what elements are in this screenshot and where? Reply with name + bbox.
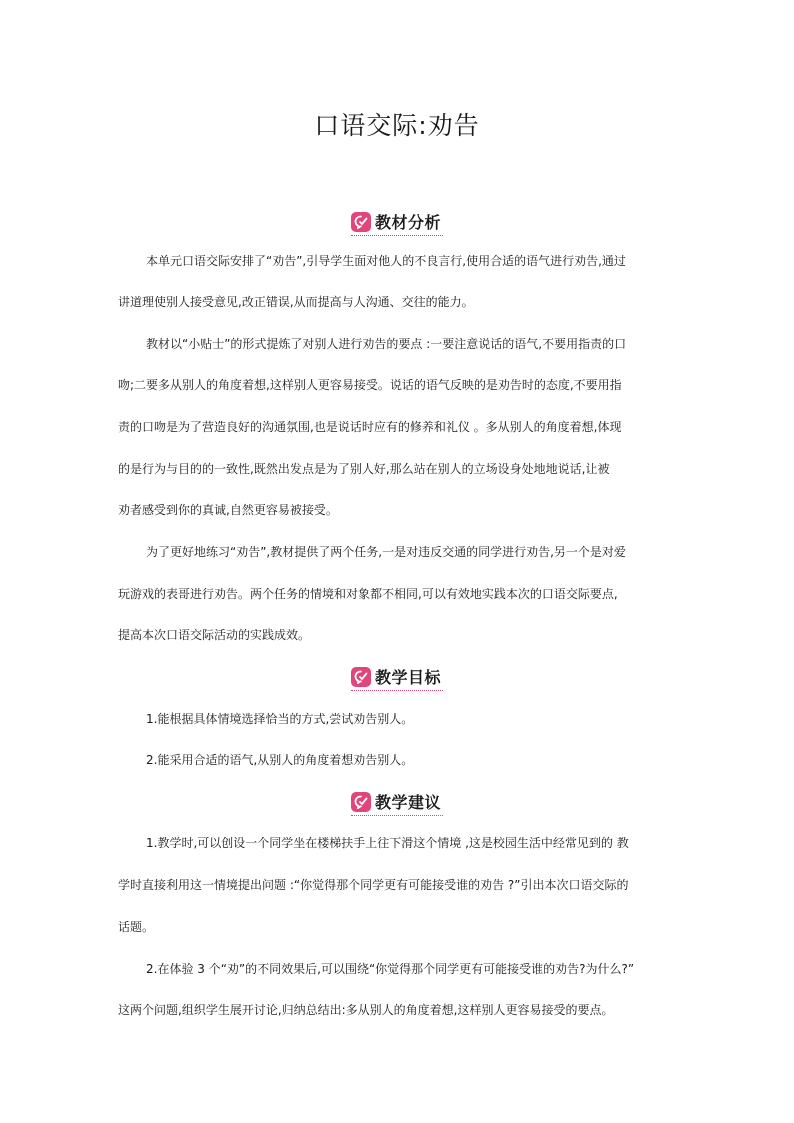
speech-bubble-check-icon xyxy=(351,667,371,687)
section-heading-text: 教学目标 xyxy=(374,668,441,687)
text-line: 玩游戏的表哥进行劝告。两个任务的情境和对象都不相同,可以有效地实践本次的口语交际要点, xyxy=(118,587,618,601)
page-title: 口语交际:劝告 xyxy=(314,111,480,140)
section-heading-text: 教材分析 xyxy=(374,213,441,232)
text-line: 这两个问题,组织学生展开讨论,归纳总结出:多从别人的角度着想,这样别人更容易接受的要点。 xyxy=(118,1003,614,1017)
text-line: 1.教学时,可以创设一个同学坐在楼梯扶手上往下滑这个情境 ,这是校园生活中经常见到的 教 xyxy=(146,836,629,850)
section-heading-suggestions xyxy=(0,790,794,816)
list-item: 1.能根据具体情境选择恰当的方式,尝试劝告别人。 xyxy=(146,712,414,726)
section-heading-goals xyxy=(0,665,794,691)
text-line: 话题。 xyxy=(118,920,155,934)
text-line: 讲道理使别人接受意见,改正错误,从而提高与人沟通、交往的能力。 xyxy=(118,295,474,309)
text-line: 劝者感受到你的真诚,自然更容易被接受。 xyxy=(118,503,338,517)
text-line: 的是行为与目的的一致性,既然出发点是为了别人好,那么站在别人的立场设身处地地说话,让被 xyxy=(118,462,610,476)
section-heading-analysis xyxy=(0,210,794,236)
speech-bubble-check-icon xyxy=(351,212,371,232)
text-line: 提高本次口语交际活动的实践成效。 xyxy=(118,628,311,642)
text-line: 学时直接利用这一情境提出问题 :“你觉得那个同学更有可能接受谁的劝告 ?”引出本次口语交际的 xyxy=(118,878,629,892)
text-line: 2.在体验 3 个“劝”的不同效果后,可以围绕“你觉得那个同学更有可能接受谁的劝告?为什么?” xyxy=(146,962,635,976)
section-heading-text: 教学建议 xyxy=(374,793,441,812)
text-line: 为了更好地练习“劝告”,教材提供了两个任务,一是对违反交通的同学进行劝告,另一个是对爱 xyxy=(146,545,626,559)
text-line: 责的口吻是为了营造良好的沟通氛围,也是说话时应有的修养和礼仪 。多从别人的角度着想,体现 xyxy=(118,420,622,434)
text-line: 教材以“小贴士”的形式提炼了对别人进行劝告的要点 :一要注意说话的语气,不要用指责的口 xyxy=(146,337,627,351)
text-line: 本单元口语交际安排了“劝告”,引导学生面对他人的不良言行,使用合适的语气进行劝告,通过 xyxy=(146,254,626,268)
speech-bubble-check-icon xyxy=(351,792,371,812)
list-item: 2.能采用合适的语气,从别人的角度着想劝告别人。 xyxy=(146,753,414,767)
text-line: 吻;二要多从别人的角度着想,这样别人更容易接受。说话的语气反映的是劝告时的态度,不要用指 xyxy=(118,378,622,392)
